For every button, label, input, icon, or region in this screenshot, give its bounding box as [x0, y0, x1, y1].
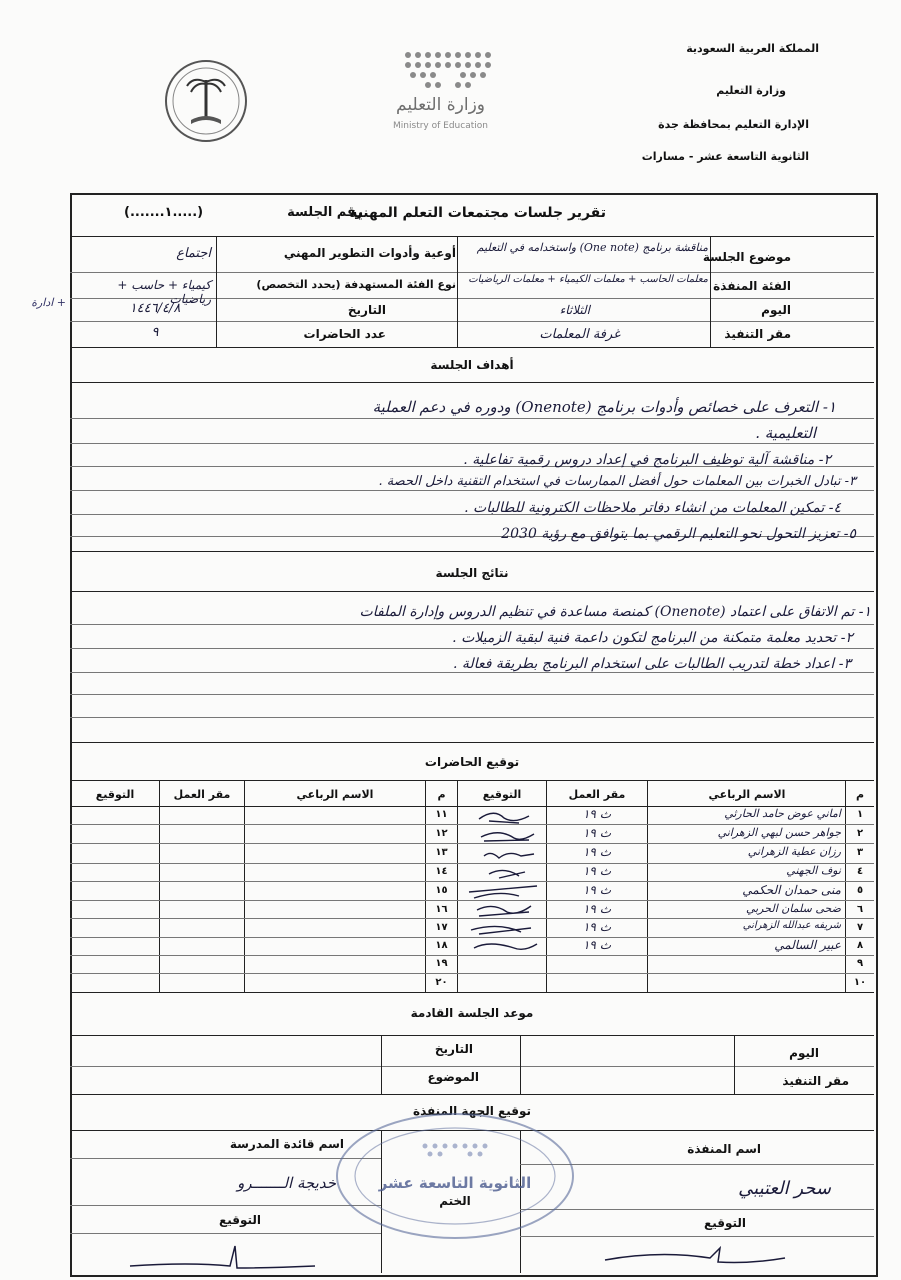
attendance-value: ٩: [151, 325, 159, 340]
executing-value: معلمات الحاسب + معلمات الكيمياء + معلمات الرياضيات: [468, 274, 708, 285]
col-num-header: م: [437, 788, 446, 801]
next-session-title: موعد الجلسة القادمة: [410, 1006, 534, 1020]
row-work: ث ١٩: [582, 845, 611, 859]
session-number-value: (.......١.....): [124, 205, 204, 220]
place-label: مقر التنفيذ: [724, 327, 791, 341]
row-num: ٤: [856, 866, 864, 877]
row-num: ٩: [856, 958, 864, 969]
signatures-title: توقيع الجهة المنفذة: [412, 1104, 532, 1118]
next-date-label: التاريخ: [434, 1042, 473, 1056]
goal-item: ٤- تمكين المعلمات من انشاء دفاتر ملاحظات الكترونية للطالبات .: [464, 500, 841, 516]
ministry-logo-ar: وزارة التعليم: [396, 95, 485, 115]
ministry-text: وزارة التعليم: [716, 84, 786, 97]
target-extra: + ادارة: [31, 296, 66, 309]
row-work: ث ١٩: [582, 864, 611, 878]
row-work: ث ١٩: [582, 938, 611, 952]
row-name: شريفه عبدالله الزهراني: [742, 920, 841, 931]
day-label: اليوم: [761, 303, 791, 317]
row-work: ث ١٩: [582, 920, 611, 934]
executor-signature: [600, 1240, 790, 1270]
report-title: تقرير جلسات مجتمعات التعلم المهنية: [349, 205, 606, 221]
day-value: الثلاثاء: [559, 303, 590, 317]
row-name: منى حمدان الحكمي: [742, 883, 841, 897]
row-num: ٢٠: [435, 977, 448, 988]
stamp-label: الختم: [439, 1194, 471, 1208]
next-subject-label: الموضوع: [427, 1070, 479, 1084]
row-num: ١٧: [435, 922, 448, 933]
result-item: ٢- تحديد معلمة متمكنة من البرنامج لتكون داعمة فنية لبقية الزميلات .: [452, 630, 853, 646]
row-work: ث ١٩: [582, 807, 611, 821]
goal-item: التعليمية .: [755, 424, 816, 442]
principal-signature: [120, 1240, 320, 1272]
principal-name-value: خديجة الـــــــرو: [237, 1174, 336, 1192]
row-name: عبير السالمي: [774, 938, 841, 952]
executing-label: الفئة المنفذة: [713, 279, 791, 293]
row-num: ١٨: [435, 940, 448, 951]
attendance-signatures: [459, 806, 545, 976]
row-num: ١: [856, 809, 864, 820]
row-name: نوف الجهني: [786, 864, 841, 877]
col-name-header: الاسم الرباعي: [296, 788, 374, 801]
row-work: ث ١٩: [582, 902, 611, 916]
row-num: ١٣: [435, 847, 448, 858]
row-num: ٥: [856, 885, 864, 896]
school-stamp: [330, 1106, 580, 1246]
date-label: التاريخ: [347, 303, 386, 317]
goal-item: ٢- مناقشة آلية توظيف البرنامج في إعداد دروس رقمية تفاعلية .: [463, 452, 831, 468]
row-num: ١٥: [435, 885, 448, 896]
ministry-logo: [378, 45, 518, 140]
col-sign-header: التوقيع: [482, 788, 522, 801]
ministry-logo-en: Ministry of Education: [393, 121, 488, 131]
attendance-label: عدد الحاضرات: [303, 327, 386, 341]
row-name: رزان عطية الزهراني: [747, 845, 841, 858]
topic-value: مناقشة برنامج (One note) واستخدامه في التعليم: [476, 241, 708, 254]
row-num: ١٢: [435, 828, 448, 839]
col-work-header: مقر العمل: [568, 788, 626, 801]
row-num: ٢: [856, 828, 864, 839]
attendance-title: توقيع الحاضرات: [424, 755, 520, 769]
row-num: ١٤: [435, 866, 448, 877]
col-work-header: مقر العمل: [173, 788, 231, 801]
stamp-text: الثانوية التاسعة عشر: [378, 1174, 532, 1192]
row-name: جواهر حسن لبهي الزهراني: [717, 826, 841, 839]
place-value: غرفة المعلمات: [539, 327, 620, 342]
session-number-label: رقم الجلسة: [287, 205, 363, 220]
goals-title: أهداف الجلسة: [430, 358, 514, 372]
results-title: نتائج الجلسة: [435, 566, 509, 580]
school-emblem: [163, 58, 249, 144]
executor-name-label: اسم المنفذة: [687, 1142, 761, 1156]
executor-sign-label: التوقيع: [704, 1216, 746, 1230]
row-name: اماني عوض حامد الحارثي: [724, 807, 841, 820]
row-name: ضحى سلمان الحربي: [745, 902, 841, 915]
row-num: ١١: [435, 809, 448, 820]
date-value: ١٤٤٦/٤/٨: [129, 301, 181, 316]
row-work: ث ١٩: [582, 826, 611, 840]
goal-item: ١- التعرف على خصائص وأدوات برنامج (Onenote) ودوره في دعم العملية: [372, 398, 836, 416]
row-num: ٦: [856, 904, 864, 915]
col-sign-header: التوقيع: [95, 788, 135, 801]
row-num: ٨: [856, 940, 864, 951]
result-item: ١- تم الاتفاق على اعتماد (Onenote) كمنصة مساعدة في تنظيم الدروس وإدارة الملفات: [359, 604, 871, 620]
row-num: ٧: [856, 922, 864, 933]
school-text: الثانوية التاسعة عشر - مسارات: [641, 150, 809, 163]
goal-item: ٣- تبادل الخبرات بين المعلمات حول أفضل الممارسات في استخدام التقنية داخل الحصة .: [378, 474, 856, 489]
next-day-label: اليوم: [789, 1046, 819, 1060]
kingdom-text: المملكة العربية السعودية: [686, 42, 819, 55]
goal-item: ٥- تعزيز التحول نحو التعليم الرقمي بما يتوافق مع رؤية 2030: [501, 526, 856, 542]
row-num: ١٩: [435, 958, 448, 969]
next-place-label: مقر التنفيذ: [782, 1074, 849, 1088]
administration-text: الإدارة التعليم بمحافظة جدة: [658, 118, 809, 131]
principal-name-label: اسم قائدة المدرسة: [229, 1137, 344, 1151]
pd-label: أوعية وأدوات التطوير المهني: [283, 246, 456, 260]
result-item: ٣- اعداد خطة لتدريب الطالبات على استخدام البرنامج بطريقة فعالة .: [453, 656, 851, 672]
row-num: ٣: [856, 847, 864, 858]
row-work: ث ١٩: [582, 883, 611, 897]
target-label: نوع الفئة المستهدفة (يحدد التخصص): [256, 278, 456, 291]
pd-value: اجتماع: [176, 246, 211, 261]
row-num: ١٦: [435, 904, 448, 915]
executor-name-value: سحر العتيبي: [738, 1178, 831, 1199]
principal-sign-label: التوقيع: [219, 1213, 261, 1227]
target-value: كيمياء + حاسب + رياضيات: [117, 278, 211, 306]
col-num-header: م: [855, 788, 865, 801]
topic-label: موضوع الجلسة: [702, 250, 791, 264]
row-num: ١٠: [853, 977, 867, 988]
col-name-header: الاسم الرباعي: [708, 788, 786, 801]
